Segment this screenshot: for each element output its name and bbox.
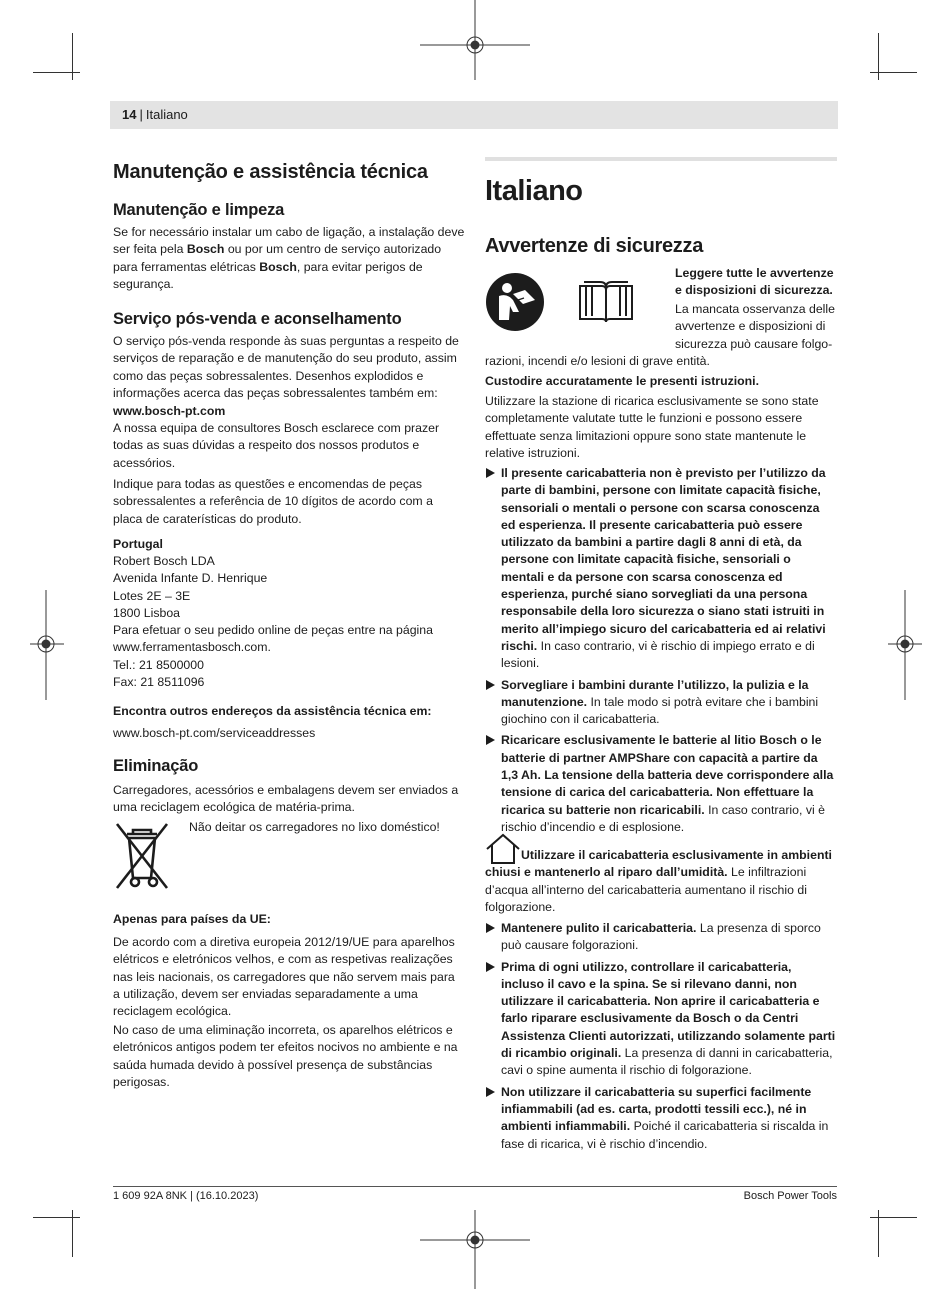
keep-instructions: Custodire accuratamente le presenti istruzioni.: [485, 374, 760, 388]
bullet-arrow-icon: [486, 962, 495, 972]
service-paragraph-1: O serviço pós-venda responde às suas perguntas a respeito de serviços de reparação e de manutenção do seu produto, assim como das peças sobressalentes. Desenhos explodidos e informações acerca das peças sobressalentes também em:: [113, 334, 459, 400]
eu-title: Apenas para países da UE:: [113, 912, 271, 926]
address-block: [113, 553, 465, 691]
registration-mark-right: [888, 590, 922, 700]
address-line: Avenida Infante D. Henrique: [113, 571, 268, 586]
bullet-arrow-icon: [486, 735, 495, 745]
heading-cleaning: Manutenção e limpeza: [113, 201, 285, 219]
crop-mark: [33, 72, 80, 73]
read-manual-icon: [485, 272, 545, 332]
safety-item: Il presente caricabatteria non è previsto per l’utilizzo da parte di bambini, persone con limitate capacità fisiche, sensoriali o mentali o persone con scarsa conoscenza ed esperienza. Il presente caricabatteria può essere utilizzato da bambini a partire dagli 8 anni di età, da persone con limitate capacità fisiche, sensoriali o mentali e da persone con scarsa conoscenza ed esperienza, purché siano sorvegliati da una persona responsabile della loro sicurezza o siano stati istruiti in merito all’impiego sicuro del caricabatteria ed ai relativi rischi. In caso contrario, vi è rischio di impiego errato e di lesioni.: [485, 465, 837, 673]
eu-paragraph-1: De acordo com a diretiva europeia 2012/19/UE para aparelhos elétricos e eletrónicos velhos, e com as respetivas realizações nas leis nacionais, os carregadores que não servem mais para a utilização, devem ser enviadas separadamente a uma reciclagem ecológica.: [113, 935, 455, 1019]
page-header: [110, 101, 838, 129]
safety-item: Mantenere pulito il caricabatteria. La presenza di sporco può causare folgorazioni.: [485, 920, 837, 955]
eu-paragraph-2: No caso de uma eliminação incorreta, os aparelhos elétricos e eletrónicos antigos podem ter efeitos nocivos no ambiente e na saúda humada devido à possível presença de substâncias perigosas.: [113, 1023, 458, 1089]
header-language: Italiano: [145, 107, 188, 122]
heading-maintenance: Manutenção e assistência técnica: [113, 161, 428, 183]
footer-rule: [113, 1186, 837, 1187]
disposal-paragraph: Carregadores, acessórios e embalagens devem ser enviados a uma reciclagem ecológica de matéria-prima.: [113, 783, 459, 815]
safety-list-2: [485, 920, 837, 1153]
footer-brand: Bosch Power Tools: [743, 1190, 837, 1202]
bullet-arrow-icon: [486, 680, 495, 690]
safety-item: Ricaricare esclusivamente le batterie al litio Bosch o le batterie di partner AMPShare con capacità a partire da 1,3 Ah. La tensione della batteria deve corrispondere alla tensione di carica del caricabatteria. Non effettuare la ricarica su batterie non ricaricabili. In caso contrario, vi è rischio d’incendio e di esplosione.: [485, 732, 837, 836]
address-line: Lotes 2E – 3E: [113, 588, 191, 603]
more-addresses-label: Encontra outros endereços da assistência técnica em:: [113, 704, 432, 718]
crop-mark: [870, 72, 917, 73]
safety-item: Prima di ogni utilizzo, controllare il caricabatteria, incluso il cavo e la spina. Se si rilevano danni, non utilizzare il caricabatteria. Non aprire il caricabatteria e farlo riparare esclusivamente da Bosch o da Centri Assistenza Clienti autorizzati, utilizzando solamente parti di ricambio originali. La presenza di danni in caricabatteria, cavi o spine aumenta il rischio di folgorazione.: [485, 959, 837, 1080]
address-line: Fax: 21 8511096: [113, 675, 205, 690]
address-line: Robert Bosch LDA: [113, 554, 215, 568]
usage-paragraph: Utilizzare la stazione di ricarica esclusivamente se sono state completamente valutate tutte le funzioni e possono essere effettuate senza limitazioni oppure sono state mantenute le relative istruzioni.: [485, 394, 819, 460]
section-rule: [485, 157, 837, 161]
crossed-bin-icon: [113, 820, 171, 892]
crop-mark: [33, 1217, 80, 1218]
bullet-arrow-icon: [486, 923, 495, 933]
header-separator: |: [139, 107, 143, 122]
address-line: 1800 Lisboa: [113, 605, 181, 620]
manual-book-icon: [578, 276, 634, 326]
heading-service: Serviço pós-venda e aconselhamento: [113, 310, 402, 328]
heading-disposal: Eliminação: [113, 757, 199, 775]
service-url[interactable]: www.bosch-pt.com: [113, 404, 226, 418]
registration-mark-left: [30, 590, 64, 700]
safety-item: Non utilizzare il caricabatteria su superfici facilmente infiammabili (ad es. carta, prodotti tessili ecc.), né in ambienti infiammabili. Poiché il caricabatteria si riscalda in fase di ricarica, vi è rischio d’incendio.: [485, 1084, 837, 1153]
heading-language: Italiano: [485, 175, 583, 207]
registration-mark-bottom: [420, 1210, 530, 1289]
crop-mark: [870, 1217, 917, 1218]
bullet-arrow-icon: [486, 468, 495, 478]
intro-paragraph-top: Leggere tutte le avvertenze e disposizioni di sicurezza.: [675, 266, 834, 298]
cleaning-paragraph: Se for necessário instalar um cabo de ligação, a instalação deve ser feita pela Bosch ou por um centro de serviço autorizado para ferramentas elétricas Bosch, para evitar perigos de segurança.: [113, 225, 465, 291]
disposal-household-note: Não deitar os carregadores no lixo doméstico!: [189, 820, 440, 834]
bullet-arrow-icon: [486, 1087, 495, 1097]
service-paragraph-3: Indique para todas as questões e encomendas de peças sobressalentes a referência de 10 dígitos de acordo com a placa de caraterísticas do produto.: [113, 477, 433, 526]
address-line: Para efetuar o seu pedido online de peças entre na página www.ferramentasbosch.com.: [113, 623, 433, 655]
footer-doc-id: 1 609 92A 8NK | (16.10.2023): [113, 1190, 259, 1202]
registration-mark-top: [420, 0, 530, 90]
address-line: Tel.: 21 8500000: [113, 657, 204, 672]
intro-paragraph-end: razioni, incendi e/o lesioni di grave entità.: [485, 354, 710, 368]
page-number: 14: [122, 107, 137, 122]
heading-safety: Avvertenze di sicurezza: [485, 235, 704, 257]
intro-paragraph-rest: La mancata osservanza delle avvertenze e disposizioni di sicurezza può causare folgo-: [675, 302, 835, 351]
safety-list: [485, 465, 837, 836]
service-paragraph-2: A nossa equipa de consultores Bosch esclarece com prazer todas as suas dúvidas a respeito dos nossos produtos e acessórios.: [113, 421, 440, 470]
address-title: Portugal: [113, 537, 163, 551]
safety-item: Sorvegliare i bambini durante l’utilizzo, la pulizia e la manutenzione. In tale modo si potrà evitare che i bambini giochino con il caricabatteria.: [485, 677, 837, 729]
more-addresses-url[interactable]: www.bosch-pt.com/serviceaddresses: [113, 726, 316, 740]
indoor-paragraph: Utilizzare il caricabatteria esclusivamente in ambienti chiusi e mantenerlo al riparo dall’umidità. Le infiltrazioni d’acqua all’interno del caricabatteria aumentano il rischio di folgorazione.: [485, 848, 832, 914]
